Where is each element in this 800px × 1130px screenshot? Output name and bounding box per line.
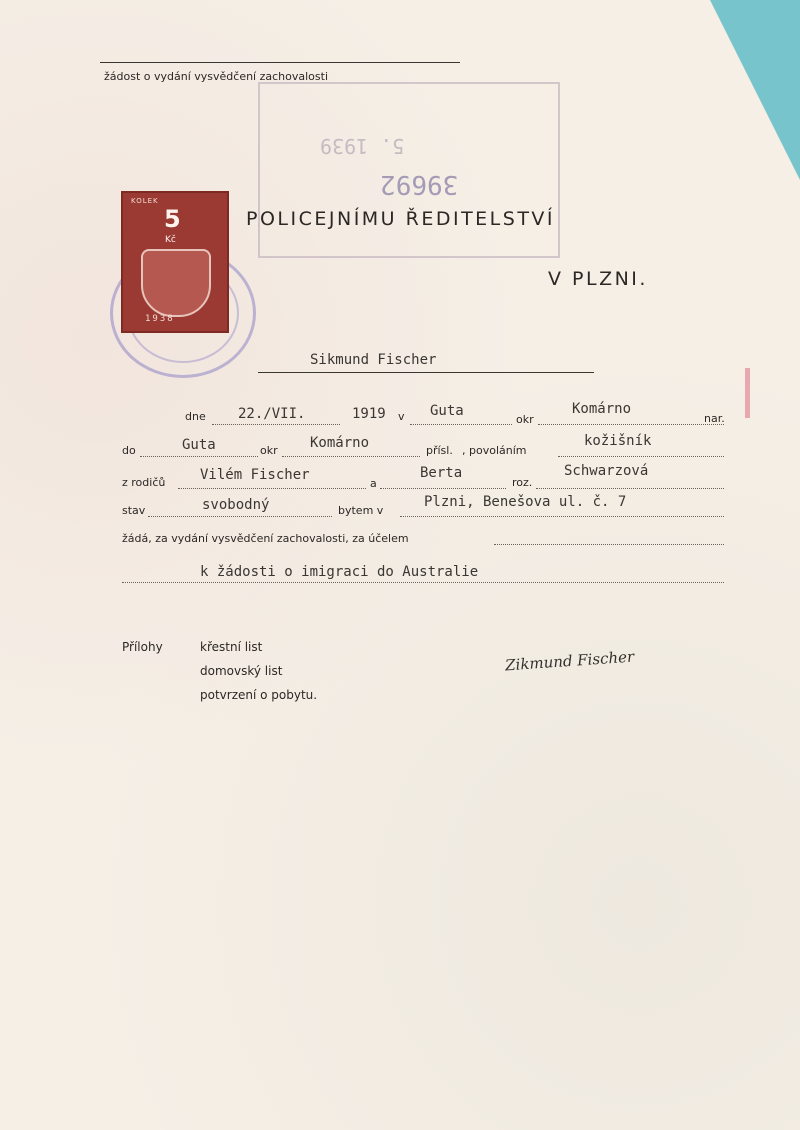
label-prisl: přísl. [426, 444, 453, 457]
dob-year: 1919 [352, 406, 386, 422]
receipt-stamp-number: 39692 [380, 169, 459, 199]
line-birth-district [538, 424, 724, 425]
label-v: v [398, 410, 405, 423]
line-father [178, 488, 366, 489]
revenue-stamp-label: KOLEK [131, 197, 159, 205]
label-okr: okr [516, 413, 534, 426]
domicile-district: Komárno [310, 435, 370, 451]
margin-mark [745, 368, 750, 418]
revenue-stamp-currency: Kč [165, 235, 176, 245]
mother: Berta [420, 465, 463, 481]
revenue-stamp-value: 5 [164, 205, 181, 233]
line-mother [380, 488, 506, 489]
mother-maiden: Schwarzová [564, 463, 649, 479]
applicant-signature: Zikmund Fischer [504, 647, 635, 675]
line-purpose-1 [494, 544, 724, 545]
birth-place: Guta [430, 403, 464, 419]
lion-crest-icon [141, 249, 211, 317]
line-purpose-2 [122, 582, 724, 583]
receipt-stamp-date: 5. 1939 [320, 134, 405, 158]
label-nar: nar. [704, 412, 725, 425]
attachment-item: domovský list [200, 664, 283, 678]
addressee-line1: POLICEJNÍMU ŘEDITELSTVÍ [246, 208, 556, 230]
applicant-name: Sikmund Fischer [310, 352, 437, 368]
dob-date: 22./VII. [238, 406, 306, 422]
line-domicile-district [282, 456, 420, 457]
revenue-stamp [121, 191, 229, 333]
label-roz: roz. [512, 476, 533, 489]
birth-district: Komárno [572, 401, 632, 417]
attachment-item: křestní list [200, 640, 263, 654]
line-domicile [140, 456, 258, 457]
label-do: do [122, 444, 136, 457]
label-a: a [370, 477, 377, 490]
attachments-label: Přílohy [122, 640, 163, 654]
label-povolanim: , povoláním [462, 444, 527, 457]
label-bytem: bytem v [338, 504, 384, 517]
label-dne: dne [185, 410, 206, 423]
line-dob [212, 424, 340, 425]
revenue-stamp-year: 1938 [145, 314, 175, 324]
name-line [258, 372, 594, 373]
receipt-stamp [258, 82, 560, 258]
occupation: kožišník [584, 433, 652, 449]
label-rodicu: z rodičů [122, 476, 166, 489]
line-marital [148, 516, 332, 517]
label-okr2: okr [260, 444, 278, 457]
attachment-item: potvrzení o pobytu. [200, 688, 318, 702]
purpose: k žádosti o imigraci do Australie [200, 564, 479, 580]
father: Vilém Fischer [200, 467, 310, 483]
header-rule [100, 62, 460, 63]
marital-status: svobodný [202, 497, 270, 513]
label-purpose: žádá, za vydání vysvědčení zachovalosti, za účelem [122, 532, 409, 545]
form-title: žádost o vydání vysvědčení zachovalosti [104, 70, 329, 83]
line-maiden [536, 488, 724, 489]
line-residence [400, 516, 724, 517]
domicile: Guta [182, 437, 216, 453]
residence: Plzni, Benešova ul. č. 7 [424, 494, 627, 510]
label-stav: stav [122, 504, 146, 517]
line-birthplace [410, 424, 512, 425]
addressee-line2: V PLZNI. [548, 268, 648, 290]
line-occupation [558, 456, 724, 457]
